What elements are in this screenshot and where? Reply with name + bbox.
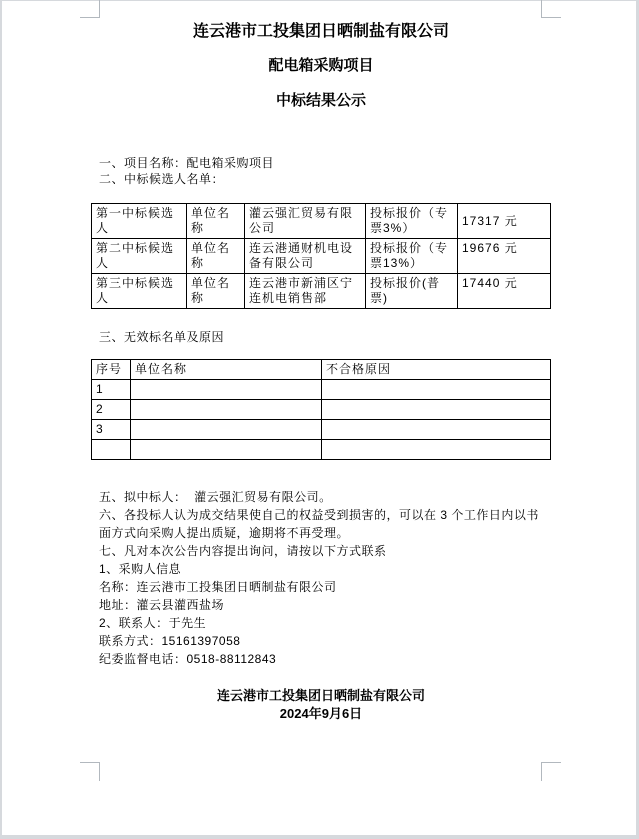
margin-crop-mark-bottom-left	[80, 762, 100, 781]
doc-title-company: 连云港市工投集团日晒制盐有限公司	[192, 23, 449, 40]
unit-label-cell: 单位名称	[187, 204, 245, 239]
price-cell: 17317 元	[458, 204, 551, 239]
candidates-table	[91, 203, 551, 309]
reason-cell	[322, 440, 551, 460]
index-cell	[92, 440, 131, 460]
col-header-index: 序号	[92, 360, 131, 380]
supervision-phone-line: 纪委监督电话：0518-88112843	[99, 652, 277, 666]
rank-cell: 第一中标候选人	[92, 204, 187, 239]
unit-label-cell: 单位名称	[187, 274, 245, 309]
invalid-row-1	[92, 380, 551, 400]
section-project-name: 一、项目名称：配电箱采购项目	[99, 156, 275, 170]
contact-person-line: 2、联系人：于先生	[99, 616, 207, 630]
reason-cell	[322, 400, 551, 420]
margin-crop-mark-top-left	[80, 0, 100, 18]
section-candidates-heading: 二、中标候选人名单：	[99, 172, 225, 186]
unit-cell	[131, 380, 322, 400]
unit-cell	[131, 400, 322, 420]
quote-label-cell: 投标报价（专票13%）	[366, 239, 458, 274]
section-objection-notice: 六、各投标人认为成交结果使自己的权益受到损害的，可以在 3 个工作日内以书面方式向采购人提出质疑，逾期将不再受理。	[99, 508, 539, 540]
index-cell: 1	[92, 380, 131, 400]
price-cell: 17440 元	[458, 274, 551, 309]
rank-cell: 第三中标候选人	[92, 274, 187, 309]
footer-company-signature: 连云港市工投集团日晒制盐有限公司	[216, 688, 425, 703]
invalid-table-header-row	[92, 360, 551, 380]
buyer-name-line: 名称：连云港市工投集团日晒制盐有限公司	[99, 580, 337, 594]
section-proposed-winner: 五、拟中标人： 灌云强汇贸易有限公司。	[99, 490, 332, 504]
contact-phone-line: 联系方式：15161397058	[99, 634, 241, 648]
buyer-address-line: 地址：灌云县灌西盐场	[99, 598, 225, 612]
invalid-row-3	[92, 420, 551, 440]
document-page	[2, 1, 636, 835]
unit-label-cell: 单位名称	[187, 239, 245, 274]
invalid-row-4	[92, 440, 551, 460]
col-header-unit: 单位名称	[131, 360, 322, 380]
company-cell: 灌云强汇贸易有限公司	[245, 204, 366, 239]
reason-cell	[322, 420, 551, 440]
rank-cell: 第二中标候选人	[92, 239, 187, 274]
unit-cell	[131, 440, 322, 460]
quote-label-cell: 投标报价（专票3%）	[366, 204, 458, 239]
price-cell: 19676 元	[458, 239, 551, 274]
candidate-row-1	[92, 204, 551, 239]
section-inquiry-contact: 七、凡对本次公告内容提出询问，请按以下方式联系	[99, 544, 387, 558]
doc-title-announcement: 中标结果公示	[275, 92, 366, 109]
invalid-bids-table	[91, 359, 551, 460]
reason-cell	[322, 380, 551, 400]
index-cell: 3	[92, 420, 131, 440]
margin-crop-mark-top-right	[541, 0, 561, 18]
margin-crop-mark-bottom-right	[541, 762, 561, 781]
quote-label-cell: 投标报价(普票)	[366, 274, 458, 309]
col-header-reason: 不合格原因	[322, 360, 551, 380]
company-cell: 连云港市新浦区宁连机电销售部	[245, 274, 366, 309]
section-invalid-heading: 三、无效标名单及原因	[99, 330, 225, 344]
unit-cell	[131, 420, 322, 440]
doc-title-project: 配电箱采购项目	[268, 57, 374, 74]
buyer-info-heading: 1、采购人信息	[99, 562, 182, 576]
index-cell: 2	[92, 400, 131, 420]
candidate-row-2	[92, 239, 551, 274]
footer-date: 2024年9月6日	[279, 706, 363, 721]
document-content	[96, 1, 543, 723]
candidate-row-3	[92, 274, 551, 309]
invalid-row-2	[92, 400, 551, 420]
company-cell: 连云港通财机电设备有限公司	[245, 239, 366, 274]
